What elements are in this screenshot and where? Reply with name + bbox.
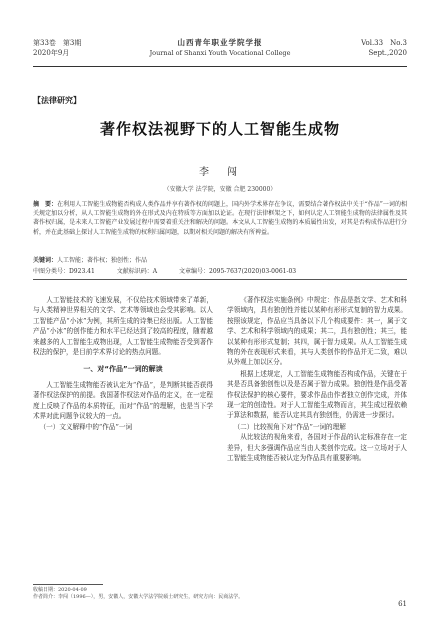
- body-paragraph: 《著作权法实施条例》中规定：作品是指文学、艺术和科学领域内，具有独创性并能以某种有形形式复制的智力成果。按照该规定，作品应当具备以下几个构成要件：其一，属于文学、艺术和科学领域内的成果；其二，具有独创性；其三，能以某种有形形式复制；其四，属于智力成果。从人工智能生成物的外在表现形式来看，其与人类创作的作品并无二致，难以从外观上加以区分。: [227, 296, 407, 367]
- article-author: 李 闯: [199, 167, 241, 178]
- article-id: 文章编号：2095-7637(2020)03-0061-03: [179, 268, 297, 275]
- author-bio: 作者简介：李闯（1996—），男，安徽人，安徽大学法学院硕士研究生，研究方向：民商法学。: [33, 594, 244, 600]
- subsection-heading: （一）文义解释中的“作品”一词: [39, 423, 133, 432]
- clc-number: 中图分类号：D923.41: [33, 268, 95, 275]
- header-volume-issue-en: Vol.33 No.3: [361, 39, 407, 47]
- author-affiliation: （安徽大学 法学院，安徽 合肥 230000）: [163, 186, 277, 193]
- column-tag: 【法律研究】: [33, 96, 81, 105]
- abstract-text: 在利用人工智能生成物能否构成人类作品并享有著作权的问题上，国内外学术界存在争议，需要结合著作权法中关于“作品”一词的相关规定加以分析，从人工智能生成物的外在形式及内在特质等方面加以论证。在现行法律框架之下，如何认定人工智能生成物的法律属性及其著作权归属，是未来人工智能产业发展过程中需要着重关注和解决的问题。本文从人工智能生成物的本质属性出发，对其是否构成作品进行分析，并在此基础上探讨人工智能生成物的权利归属问题，以期对相关问题的解决有所裨益。: [33, 201, 407, 236]
- header-volume-issue: 第33卷 第3期: [33, 39, 82, 47]
- abstract-label: 摘 要：: [33, 201, 58, 208]
- keywords-text: 人工智能；著作权；独创性；作品: [57, 257, 148, 264]
- section-heading: 一、对“作品”一词的解读: [83, 365, 163, 374]
- header-volume-info-en: [361, 38, 407, 58]
- body-paragraph: 根据上述规定，人工智能生成物能否构成作品，关键在于其是否具备独创性以及是否属于智力成果。独创性是作品受著作权法保护的核心要件，要求作品由作者独立创作完成，并体现一定的创造性。对于人工智能生成物而言，其生成过程依赖于算法和数据，能否认定其具有独创性，仍需进一步探讨。: [227, 369, 407, 420]
- body-column-left: [33, 295, 213, 433]
- header-journal-name-cn: 山西青年职业学院学报: [177, 38, 263, 47]
- page-number: 61: [398, 600, 407, 608]
- received-date: 收稿日期：2020-04-09: [33, 587, 87, 593]
- header-date-en: Sept.,2020: [368, 49, 407, 57]
- abstract: [33, 200, 407, 237]
- body-column-right: [227, 295, 407, 465]
- header-date: 2020年9月: [33, 49, 70, 57]
- footnote-rule: [33, 584, 103, 585]
- keywords: [33, 255, 407, 264]
- running-header: [33, 38, 407, 66]
- header-journal: [33, 38, 407, 58]
- body-paragraph: 人工智能生成物能否被认定为“作品”，是判断其能否获得著作权法保护的前提。我国著作权法对作品的定义，在一定程度上反映了作品的本质特征，而对“作品”的理解，也是当下学术界对此问题争议较大的一点。: [33, 380, 213, 421]
- header-journal-name-en: Journal of Shanxi Youth Vocational College: [149, 49, 291, 57]
- abstract-divider: [33, 279, 407, 280]
- keywords-label: 关键词：: [33, 257, 58, 264]
- article-meta: [33, 266, 407, 275]
- subsection-heading: （二）比较视角下对“作品”一词的理解: [233, 422, 346, 431]
- footnotes: [33, 587, 380, 601]
- document-code: 文献标识码：A: [116, 268, 158, 275]
- body-paragraph: 从比较法的视角来看，各国对于作品的认定标准存在一定差异，但大多强调作品应当由人类创作完成。这一立场对于人工智能生成物能否被认定为作品具有重要影响。: [227, 433, 407, 463]
- article-title: 著作权法视野下的人工智能生成物: [99, 120, 340, 138]
- body-paragraph: 人工智能技术的飞速发展，不仅给技术领域带来了革新，与人类精神世界相关的文学、艺术等领域也会受其影响。以人工智能产品“小冰”为例，其所生成的诗集已经出版。人工智能产品“小冰”的创作能力和水平已经达到了较高的程度，随着越来越多的人工智能生成物出现，人工智能生成物能否受到著作权法的保护，是目前学术界讨论的热点问题。: [33, 296, 213, 357]
- header-rule: [33, 66, 407, 67]
